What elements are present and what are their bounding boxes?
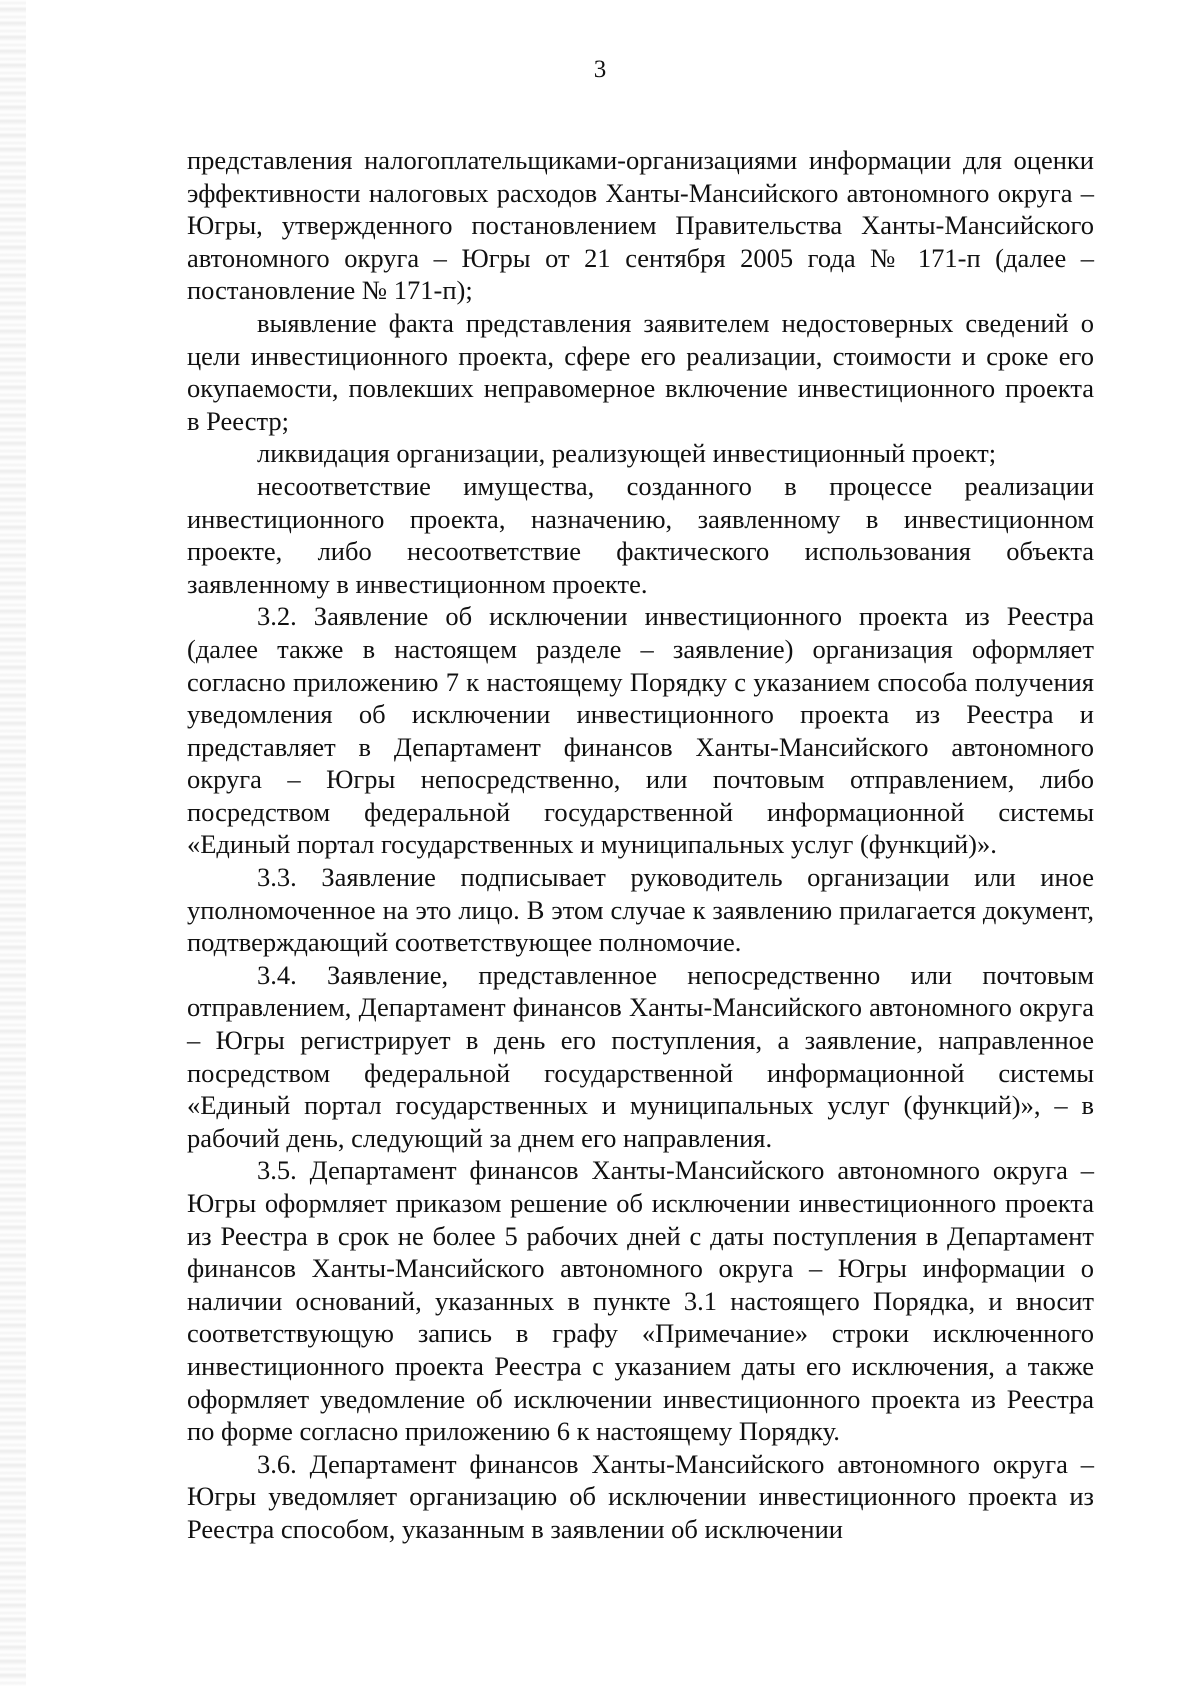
paragraph-continuation: представления налогоплательщиками-организациями информации для оценки эффективности налоговых расходов Ханты-Мансийского автономного округа – Югры, утвержденного постановлением Правительства Ханты-Мансийского автономного округа – Югры от 21 сентября 2005 года № 171-п (далее – постановление № 171-п); (187, 145, 1094, 306)
paragraph-clause-3-2: 3.2. Заявление об исключении инвестиционного проекта из Реестра (далее также в настоящем разделе – заявление) организация оформляет согласно приложению 7 к настоящему Порядку с указанием способа получения уведомления об исключении инвестиционного проекта из Реестра и представляет в Департамент финансов Ханты-Мансийского автономного округа – Югры непосредственно, или почтовым отправлением, либо посредством федеральной государственной информационной системы «Единый портал государственных и муниципальных услуг (функций)». (187, 601, 1094, 860)
paragraph-clause-3-5: 3.5. Департамент финансов Ханты-Мансийского автономного округа – Югры оформляет приказом решение об исключении инвестиционного проекта из Реестра в срок не более 5 рабочих дней с даты поступления в Департамент финансов Ханты-Мансийского автономного округа – Югры информации о наличии оснований, указанных в пункте 3.1 настоящего Порядка, и вносит соответствующую запись в графу «Примечание» строки исключенного инвестиционного проекта Реестра с указанием даты его исключения, а также оформляет уведомление об исключении инвестиционного проекта из Реестра по форме согласно приложению 6 к настоящему Порядку. (187, 1155, 1094, 1447)
paragraph-item: выявление факта представления заявителем недостоверных сведений о цели инвестиционного проекта, сфере его реализации, стоимости и сроке его окупаемости, повлекших неправомерное включение инвестиционного проекта в Реестр; (187, 307, 1094, 436)
paragraph-clause-3-3: 3.3. Заявление подписывает руководитель организации или иное уполномоченное на это лицо. В этом случае к заявлению прилагается документ, подтверждающий соответствующее полномочие. (187, 862, 1094, 958)
paragraph-clause-3-6: 3.6. Департамент финансов Ханты-Мансийского автономного округа – Югры уведомляет организацию об исключении инвестиционного проекта из Реестра способом, указанным в заявлении об исключении (187, 1448, 1094, 1544)
paragraph-item: ликвидация организации, реализующей инвестиционный проект; (257, 438, 997, 469)
scan-edge-decoration (0, 0, 26, 1686)
document-body (187, 144, 1094, 1546)
paragraph-item: несоответствие имущества, созданного в процессе реализации инвестиционного проекта, назначению, заявленному в инвестиционном проекте, либо несоответствие фактического использования объекта заявленному в инвестиционном проекте. (187, 470, 1094, 599)
paragraph-clause-3-4: 3.4. Заявление, представленное непосредственно или почтовым отправлением, Департамент финансов Ханты-Мансийского автономного округа – Югры регистрирует в день его поступления, а заявление, направленное посредством федеральной государственной информационной системы «Единый портал государственных и муниципальных услуг (функций)», – в рабочий день, следующий за днем его направления. (187, 959, 1094, 1153)
page-number: 3 (593, 56, 607, 83)
